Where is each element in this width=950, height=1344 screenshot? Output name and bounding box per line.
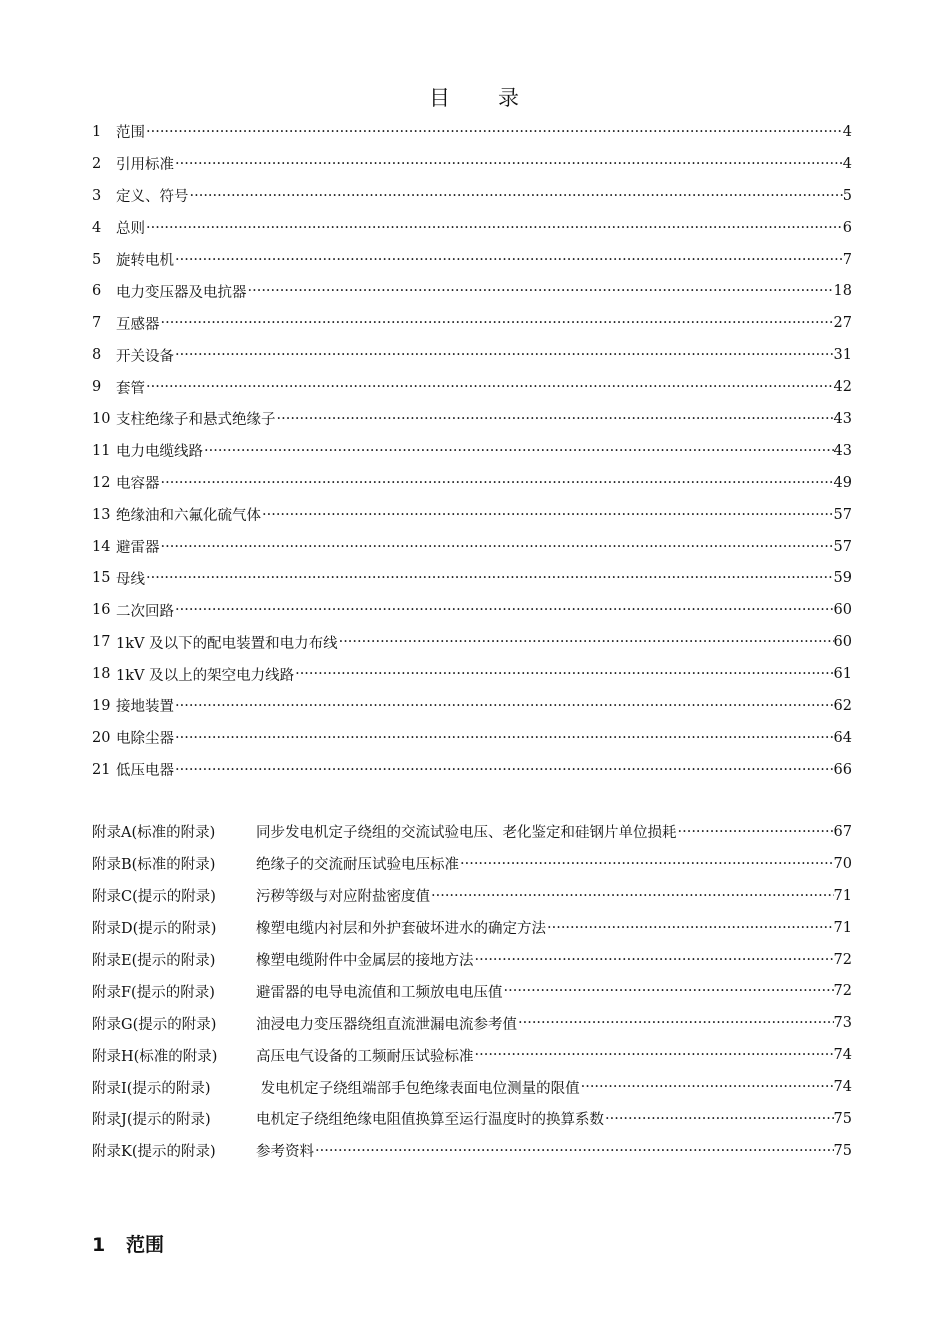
toc-entry[interactable]	[92, 307, 852, 339]
toc-entry-page: 59	[833, 570, 852, 587]
toc-entry-number: 13	[92, 506, 111, 523]
appendix-label: 电机定子绕组绝缘电阻值换算至运行温度时的换算系数	[256, 1112, 604, 1129]
appendix-label: 橡塑电缆内衬层和外护套破坏进水的确定方法	[256, 921, 546, 938]
toc-entry-label: 支柱绝缘子和悬式绝缘子	[116, 412, 276, 429]
toc-entry-number: 16	[92, 602, 111, 619]
appendix-entry[interactable]	[92, 816, 852, 848]
toc-entry-number: 14	[92, 538, 111, 555]
toc-entry[interactable]	[92, 148, 852, 180]
toc-entry[interactable]	[92, 626, 852, 658]
toc-entry-page: 6	[842, 219, 852, 236]
section-number: 1	[92, 1234, 106, 1256]
toc-entry[interactable]	[92, 499, 852, 531]
toc-leader-dots	[161, 315, 834, 331]
toc-leader-dots	[295, 666, 833, 682]
toc-entry[interactable]	[92, 212, 852, 244]
toc-entry[interactable]	[92, 339, 852, 371]
appendix-code: 附录I(提示的附录)	[92, 1080, 211, 1097]
toc-leader-dots	[175, 252, 843, 268]
toc-leader-dots	[175, 762, 834, 778]
toc-leader-dots	[146, 570, 834, 586]
appendix-entry[interactable]	[92, 880, 852, 912]
appendix-list	[92, 816, 852, 1167]
toc-entry-page: 64	[833, 729, 852, 746]
toc-entry-label: 互感器	[116, 316, 160, 333]
appendix-entry[interactable]	[92, 975, 852, 1007]
toc-entry-page: 4	[842, 123, 852, 140]
toc-leader-dots	[431, 888, 834, 904]
toc-leader-dots	[248, 283, 834, 299]
toc-entry[interactable]	[92, 275, 852, 307]
toc-leader-dots	[460, 856, 834, 872]
toc-leader-dots	[175, 156, 843, 172]
toc-leader-dots	[161, 475, 834, 491]
toc-entry-label: 开关设备	[116, 348, 174, 365]
appendix-entry[interactable]	[92, 944, 852, 976]
toc-leader-dots	[678, 824, 834, 840]
section-heading	[92, 1230, 164, 1257]
toc-entry-number: 3	[92, 187, 102, 204]
appendix-page: 71	[833, 887, 852, 904]
toc-leader-dots	[504, 983, 834, 999]
toc-entry-label: 低压电器	[116, 763, 174, 780]
appendix-label: 油浸电力变压器绕组直流泄漏电流参考值	[256, 1016, 517, 1033]
appendix-label: 污秽等级与对应附盐密度值	[256, 889, 430, 906]
toc-leader-dots	[339, 634, 834, 650]
appendix-page: 72	[833, 951, 852, 968]
toc-entry[interactable]	[92, 371, 852, 403]
toc-entry-page: 4	[842, 155, 852, 172]
appendix-code: 附录H(标准的附录)	[92, 1048, 218, 1065]
appendix-entry[interactable]	[92, 848, 852, 880]
appendix-code: 附录A(标准的附录)	[92, 825, 216, 842]
toc-entry[interactable]	[92, 403, 852, 435]
toc-entry-page: 66	[833, 761, 852, 778]
toc-leader-dots	[315, 1143, 834, 1159]
toc-entry-page: 60	[833, 602, 852, 619]
toc-entry-number: 11	[92, 442, 111, 459]
toc-leader-dots	[146, 379, 834, 395]
toc-leader-dots	[518, 1015, 834, 1031]
toc-leader-dots	[605, 1111, 834, 1127]
toc-entry-label: 套管	[116, 380, 145, 397]
toc-entry-label: 绝缘油和六氟化硫气体	[116, 508, 261, 525]
toc-entry[interactable]	[92, 531, 852, 563]
section-title: 范围	[126, 1234, 165, 1256]
toc-title: 目 录	[429, 86, 521, 110]
toc-entry-page: 57	[833, 506, 852, 523]
toc-leader-dots	[175, 698, 834, 714]
toc-leader-dots	[175, 730, 834, 746]
toc-leader-dots	[277, 411, 834, 427]
toc-entry-number: 10	[92, 410, 111, 427]
toc-leader-dots	[204, 443, 834, 459]
toc-leader-dots	[475, 1047, 834, 1063]
toc-entry-number: 4	[92, 219, 102, 236]
appendix-entry[interactable]	[92, 1103, 852, 1135]
toc-entry[interactable]	[92, 594, 852, 626]
toc-entry-label: 定义、符号	[116, 189, 189, 206]
appendix-entry[interactable]	[92, 912, 852, 944]
appendix-label: 同步发电机定子绕组的交流试验电压、老化鉴定和硅钢片单位损耗	[256, 825, 677, 842]
toc-entry[interactable]	[92, 754, 852, 786]
toc-entry-label: 避雷器	[116, 540, 160, 557]
toc-entry-label: 旋转电机	[116, 253, 174, 269]
toc-entry-page: 18	[833, 283, 852, 300]
appendix-entry[interactable]	[92, 1071, 852, 1103]
toc-entry-label: 母线	[116, 571, 145, 588]
appendix-entry[interactable]	[92, 1135, 852, 1167]
toc-list	[92, 116, 852, 786]
appendix-page: 73	[833, 1015, 852, 1032]
toc-entry-label: 1kV 及以上的架空电力线路	[116, 667, 295, 684]
toc-entry-label: 引用标准	[116, 157, 174, 174]
toc-entry-number: 1	[92, 123, 102, 140]
appendix-label: 避雷器的电导电流值和工频放电电压值	[256, 984, 503, 1001]
appendix-label: 绝缘子的交流耐压试验电压标准	[256, 857, 459, 874]
toc-entry-number: 2	[92, 155, 102, 172]
toc-entry-number: 9	[92, 379, 102, 396]
toc-leader-dots	[146, 124, 843, 140]
toc-entry-page: 43	[833, 410, 852, 427]
appendix-label: 发电机定子绕组端部手包绝缘表面电位测量的限值	[256, 1080, 580, 1097]
toc-leader-dots	[175, 347, 834, 363]
toc-entry-number: 21	[92, 761, 111, 778]
appendix-entry[interactable]	[92, 1007, 852, 1039]
appendix-page: 70	[833, 855, 852, 872]
appendix-label: 橡塑电缆附件中金属层的接地方法	[256, 953, 474, 969]
toc-entry-label: 1kV 及以下的配电装置和电力布线	[116, 635, 338, 652]
appendix-page: 67	[833, 823, 852, 840]
toc-entry-page: 49	[833, 474, 852, 491]
toc-entry[interactable]	[92, 690, 852, 722]
toc-entry-number: 18	[92, 666, 111, 683]
toc-entry-number: 20	[92, 729, 111, 746]
toc-entry-label: 接地装置	[116, 699, 174, 716]
toc-leader-dots	[175, 602, 834, 618]
toc-leader-dots	[190, 188, 843, 204]
toc-entry[interactable]	[92, 562, 852, 594]
toc-entry-number: 19	[92, 697, 111, 714]
toc-entry-page: 43	[833, 442, 852, 459]
toc-entry-page: 31	[833, 347, 852, 364]
toc-entry-label: 电容器	[116, 476, 160, 493]
toc-entry-page: 5	[842, 187, 852, 204]
toc-entry-number: 5	[92, 251, 102, 268]
toc-entry-number: 6	[92, 283, 102, 300]
toc-entry-number: 8	[92, 347, 102, 364]
toc-entry-label: 电除尘器	[116, 731, 174, 748]
toc-leader-dots	[581, 1079, 834, 1095]
toc-entry-label: 范围	[116, 125, 145, 142]
toc-entry-page: 27	[833, 315, 852, 332]
toc-entry-number: 15	[92, 570, 111, 587]
toc-entry-page: 60	[833, 634, 852, 651]
toc-leader-dots	[475, 952, 834, 968]
appendix-code: 附录F(提示的附录)	[92, 984, 215, 1001]
toc-entry[interactable]	[92, 722, 852, 754]
appendix-code: 附录C(提示的附录)	[92, 889, 216, 906]
appendix-entry[interactable]	[92, 1039, 852, 1071]
toc-entry[interactable]	[92, 658, 852, 690]
toc-entry-number: 12	[92, 474, 111, 491]
toc-entry-page: 62	[833, 697, 852, 714]
appendix-code: 附录G(提示的附录)	[92, 1016, 217, 1033]
toc-entry[interactable]	[92, 180, 852, 212]
appendix-label: 高压电气设备的工频耐压试验标准	[256, 1048, 474, 1065]
toc-entry[interactable]	[92, 244, 852, 276]
toc-entry-number: 7	[92, 315, 102, 332]
toc-entry-page: 7	[842, 251, 852, 268]
toc-entry-label: 电力电缆线路	[116, 444, 203, 461]
toc-entry-number: 17	[92, 634, 111, 651]
toc-entry-page: 57	[833, 538, 852, 555]
toc-leader-dots	[161, 539, 834, 555]
toc-leader-dots	[146, 220, 843, 236]
appendix-page: 75	[833, 1142, 852, 1159]
toc-entry-label: 总则	[116, 221, 145, 238]
appendix-label: 参考资料	[256, 1144, 314, 1161]
toc-entry-page: 42	[833, 379, 852, 396]
toc-entry-page: 61	[833, 666, 852, 683]
appendix-page: 75	[833, 1110, 852, 1127]
appendix-code: 附录B(标准的附录)	[92, 857, 216, 874]
toc-entry-label: 电力变压器及电抗器	[116, 284, 247, 301]
appendix-page: 74	[833, 1047, 852, 1064]
appendix-page: 72	[833, 983, 852, 1000]
toc-entry-label: 二次回路	[116, 603, 174, 620]
toc-entry[interactable]	[92, 467, 852, 499]
toc-entry[interactable]	[92, 116, 852, 148]
appendix-code: 附录J(提示的附录)	[92, 1112, 211, 1129]
appendix-page: 74	[833, 1079, 852, 1096]
appendix-code: 附录D(提示的附录)	[92, 921, 217, 938]
toc-leader-dots	[547, 920, 834, 936]
appendix-code: 附录E(提示的附录)	[92, 953, 216, 969]
appendix-page: 71	[833, 919, 852, 936]
toc-entry[interactable]	[92, 435, 852, 467]
appendix-code: 附录K(提示的附录)	[92, 1144, 216, 1161]
toc-leader-dots	[262, 507, 834, 523]
